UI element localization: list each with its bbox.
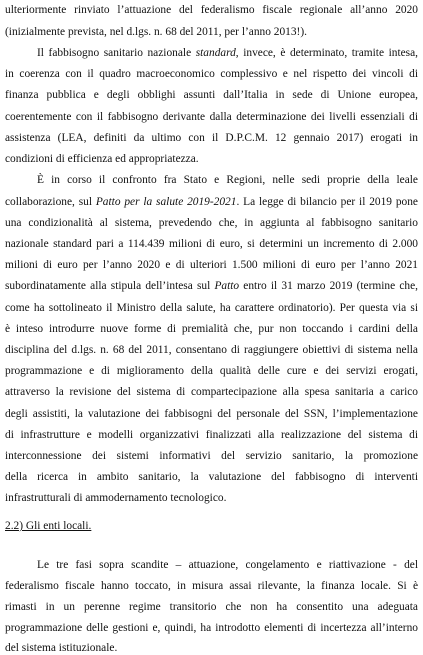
paragraph-line: una condizionalità al sistema, prevedendo che, in aggiunta al fabbisogno sanitario (5, 217, 418, 229)
paragraph-line: Le tre fasi sopra scandite – attuazione, congelamento e riattivazione - del (37, 559, 418, 571)
paragraph-line: milioni di euro per l’anno 2020 e di ulteriori 1.500 milioni di euro per l’anno 2021 (5, 259, 418, 271)
paragraph-line: nazionale standard pari a 114.439 milioni di euro, si determini un incremento di 2.000 (5, 238, 418, 250)
paragraph-line: della ricerca in ambito sanitario, la valutazione del fabbisogno di interventi (5, 471, 418, 483)
paragraph-line: assistenza (LEA, definiti da ultimo con il D.P.C.M. 12 gennaio 2017) erogati in (5, 132, 418, 144)
paragraph-line: condizioni di efficienza ed appropriatezza. (5, 153, 199, 165)
paragraph-line: programmazione delle gestioni e, quindi, ha introdotto elementi di incertezza all’interno (5, 622, 418, 634)
paragraph-line: È in corso il confronto fra Stato e Regioni, nelle sedi proprie della leale (37, 174, 418, 186)
paragraph-line: (inizialmente prevista, nel d.lgs. n. 68 del 2011, per l’anno 2013!). (5, 26, 307, 38)
paragraph-line: interconnessione dei sistemi informativi del servizio sanitario, la promozione (5, 450, 418, 462)
paragraph-line: coerentemente con il fabbisogno derivante dalla determinazione dei livelli essenziali di (5, 111, 418, 123)
paragraph-line: rimasti in un perenne regime transitorio che non ha consentito una adeguata (5, 601, 418, 613)
paragraph-line: del sistema istituzionale. (5, 642, 118, 654)
paragraph-line: degli assistiti, la valutazione dei fabbisogni del personale del SSN, l’implementazione (5, 408, 418, 420)
paragraph-line: ulteriormente rinviato l’attuazione del federalismo fiscale regionale all’anno 2020 (5, 4, 418, 16)
paragraph-line: è inteso introdurre nuove forme di premialità che, pur non toccando i cardini della (5, 323, 418, 335)
paragraph-line: disciplina del d.lgs. n. 68 del 2011, consentano di raggiungere obiettivi di sistema nella (5, 344, 418, 356)
paragraph-line: infrastrutturali di ammodernamento tecnologico. (5, 492, 227, 504)
paragraph-line: di infrastrutture e modelli organizzativi finalizzati alla realizzazione del sistema di (5, 429, 418, 441)
paragraph-line: subordinatamente alla stipula dell’intesa sul Patto entro il 31 marzo 2019 (termine che, (5, 280, 418, 292)
paragraph-line: collaborazione, sul Patto per la salute 2019-2021. La legge di bilancio per il 2019 pone (5, 196, 418, 208)
paragraph-line: Il fabbisogno sanitario nazionale standard, invece, è determinato, tramite intesa, (37, 47, 419, 59)
paragraph-line: come ha sottolineato il Ministro della salute, ha carattere ordinatorio). Per questa via si (5, 302, 418, 314)
paragraph-line: programmazione e di miglioramento della qualità delle cure e dei servizi erogati, (5, 365, 418, 377)
paragraph-line: finanza pubblica e degli obblighi assunti dall’Italia in sede di Unione europea, (5, 89, 418, 101)
section-heading: 2.2) Gli enti locali. (5, 520, 92, 532)
paragraph-line: attraverso la revisione del sistema di compartecipazione alla spesa sanitaria a carico (5, 386, 418, 398)
paragraph-line: in coerenza con il quadro macroeconomico complessivo e nel rispetto dei vincoli di (5, 68, 418, 80)
paragraph-line: federalismo fiscale hanno toccato, in misura assai rilevante, la finanza locale. Si è (5, 580, 418, 592)
